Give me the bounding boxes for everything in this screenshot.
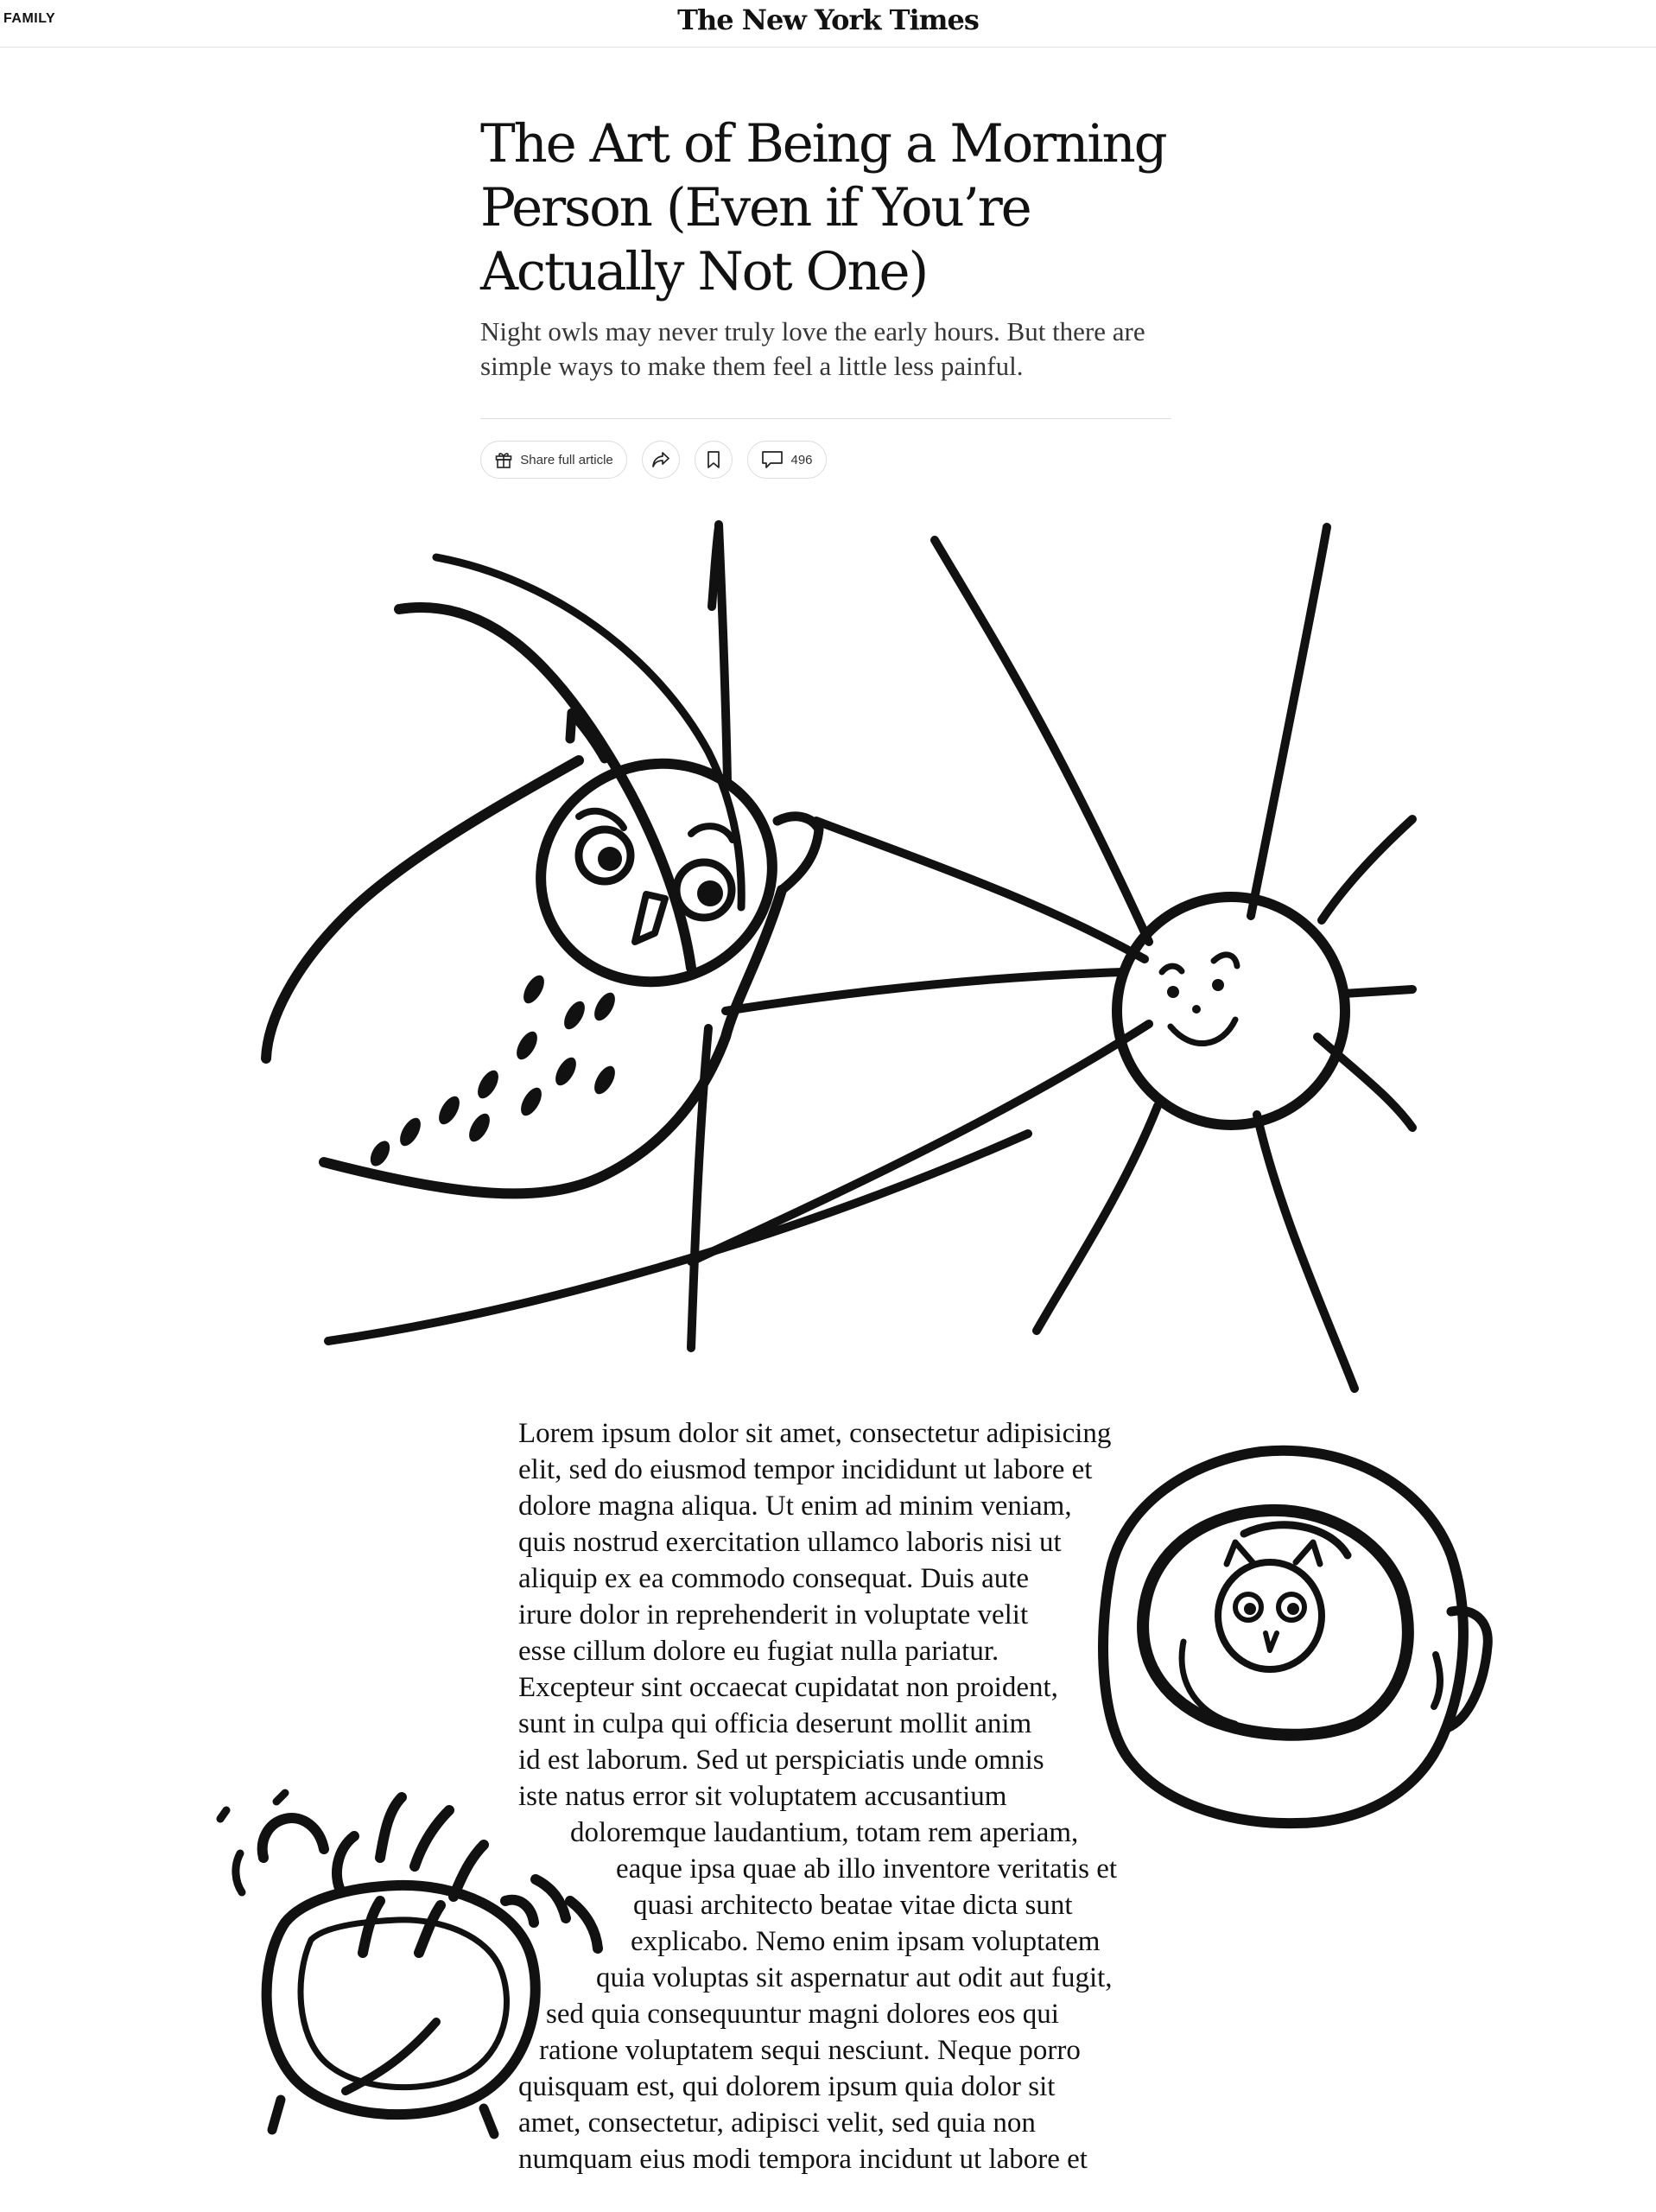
- masthead-logo[interactable]: The New York Times: [677, 3, 979, 36]
- body-line: esse cillum dolore eu fugiat nulla pariatur.: [518, 1636, 999, 1667]
- body-line: doloremque laudantium, totam rem aperiam,: [570, 1817, 1079, 1848]
- gift-icon: [494, 450, 513, 469]
- header-divider: [480, 418, 1171, 419]
- body-line: quia voluptas sit aspernatur aut odit aut fugit,: [596, 1962, 1113, 1993]
- body-line: quasi architecto beatae vitae dicta sunt: [633, 1890, 1073, 1921]
- body-line: elit, sed do eiusmod tempor incididunt ut labore et: [518, 1454, 1093, 1485]
- body-line: ratione voluptatem sequi nesciunt. Neque porro: [539, 2035, 1081, 2066]
- comments-button[interactable]: [747, 441, 827, 479]
- top-bar: [0, 0, 1656, 48]
- body-line: dolore magna aliqua. Ut enim ad minim veniam,: [518, 1491, 1072, 1522]
- body-line: amet, consectetur, adipisci velit, sed quia non: [518, 2107, 1036, 2139]
- body-line: explicabo. Nemo enim ipsam voluptatem: [631, 1926, 1101, 1957]
- comment-count: 496: [790, 452, 813, 467]
- share-full-article-button[interactable]: [480, 441, 627, 479]
- body-line: quisquam est, qui dolorem ipsum quia dolor sit: [518, 2071, 1056, 2102]
- body-line: irure dolor in reprehenderit in voluptate velit: [518, 1599, 1029, 1630]
- share-arrow-icon: [650, 450, 671, 469]
- body-line: eaque ipsa quae ab illo inventore veritatis et: [616, 1853, 1118, 1885]
- section-label[interactable]: FAMILY: [3, 11, 56, 26]
- comment-icon: [761, 450, 784, 469]
- body-line: sunt in culpa qui officia deserunt mollit anim: [518, 1708, 1032, 1739]
- body-line: sed quia consequuntur magni dolores eos qui: [546, 1999, 1059, 2030]
- body-line: iste natus error sit voluptatem accusantium: [518, 1781, 1007, 1812]
- body-line: Excepteur sint occaecat cupidatat non proident,: [518, 1672, 1058, 1703]
- body-line: quis nostrud exercitation ullamco laboris nisi ut: [518, 1527, 1062, 1558]
- article-headline: The Art of Being a Morning Person (Even if You’re Actually Not One): [480, 113, 1166, 302]
- body-line: aliquip ex ea commodo consequat. Duis aute: [518, 1563, 1030, 1594]
- save-button[interactable]: [695, 441, 733, 479]
- share-button[interactable]: [642, 441, 680, 479]
- body-line: Lorem ipsum dolor sit amet, consectetur adipisicing: [518, 1418, 1112, 1449]
- share-full-article-label: Share full article: [520, 452, 613, 467]
- article-summary: Night owls may never truly love the early hours. But there are simple ways to make them feel a little less painful.: [480, 316, 1145, 381]
- body-line: numquam eius modi tempora incidunt ut labore et: [518, 2144, 1088, 2175]
- body-line: id est laborum. Sed ut perspiciatis unde omnis: [518, 1745, 1044, 1776]
- bookmark-icon: [706, 450, 721, 469]
